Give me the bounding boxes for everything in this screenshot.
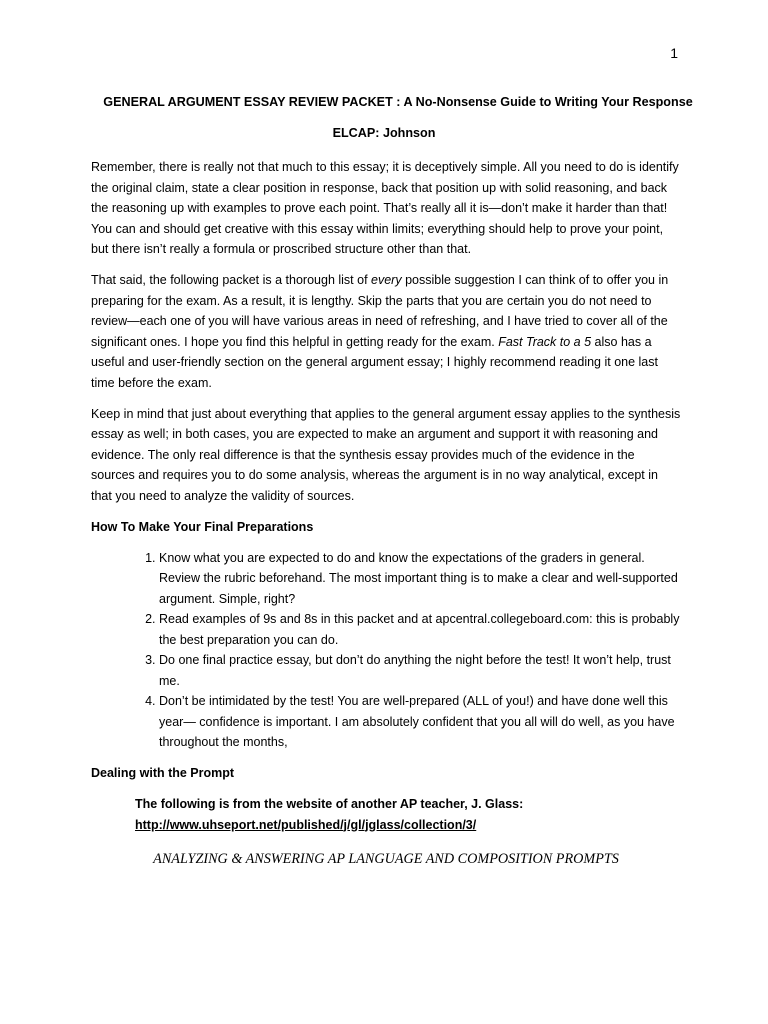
section-heading-preparations: How To Make Your Final Preparations: [91, 519, 314, 534]
document-subtitle: ELCAP: Johnson: [332, 126, 436, 140]
book-title: Fast Track to a 5: [498, 334, 592, 349]
paragraph-synthesis: Keep in mind that just about everything that applies to the general argument essay applies to the synthesis essay as well; in both cases, you are expected to make an argument and support it with reasoning and evidence. The only real difference is that the synthesis essay provides much of the evidence in the sources and requires you to do some analysis, whereas the argument is in no way analytical, except in that you need to analyze the validity of sources.: [91, 406, 681, 503]
paragraph-packet-text-a: That said, the following packet is a thorough list of: [91, 273, 372, 287]
source-link[interactable]: http://www.uhseport.net/published/j/gl/jglass/collection/3/: [135, 817, 477, 832]
list-item: 2. Read examples of 9s and 8s in this packet and at apcentral.collegeboard.com: this is probably the best preparation you can do.: [159, 609, 681, 650]
preparations-list: [91, 548, 681, 753]
document-title: GENERAL ARGUMENT ESSAY REVIEW PACKET : A No-Nonsense Guide to Writing Your Response: [103, 95, 693, 109]
page-number: 1: [670, 45, 678, 61]
paragraph-packet-text-b: possible suggestion I can think of to offer you in preparing for the exam. As a result, it is lengthy. Skip the parts that you are certain you do not need to review—each one of you will have various areas in need of refreshing, and I have tried to cover all of the significant ones. I hope you find this helpful in getting ready for the exam.: [91, 273, 669, 349]
paragraph-packet-text-c: also has a useful and user-friendly section on the general argument essay; I highly recommend reading it one last time before the exam.: [91, 334, 658, 390]
source-attribution: [91, 794, 681, 835]
emphasis-every: every: [371, 273, 402, 287]
section-heading-prompt: Dealing with the Prompt: [91, 766, 235, 780]
source-intro: The following is from the website of another AP teacher, J. Glass:: [135, 797, 524, 811]
document-body: [91, 157, 681, 880]
list-item: 1. Know what you are expected to do and know the expectations of the graders in general. Review the rubric beforehand. The most important thing is to make a clear and well-supported argument. Simple, right?: [159, 548, 681, 610]
paragraph-intro: Remember, there is really not that much to this essay; it is deceptively simple. All you need to do is identify the original claim, state a clear position in response, back that position up with solid reasoning, and back the reasoning up with examples to prove each point. That’s really all it is—don’t make it harder than that! You can and should get creative with this essay within limits; everything should help to prove your point, but there isn’t really a formula or proscribed structure other than that.: [91, 160, 679, 256]
paragraph-packet: [91, 270, 681, 393]
serif-section-heading: ANALYZING & ANSWERING AP LANGUAGE AND COMPOSITION PROMPTS: [153, 851, 619, 867]
list-item: 3. Do one final practice essay, but don’t do anything the night before the test! It won’t help, trust me.: [159, 650, 681, 691]
list-item: 4. Don’t be intimidated by the test! You are well-prepared (ALL of you!) and have done well this year— confidence is important. I am absolutely confident that you all will do well, as you have throughout the months,: [159, 691, 681, 753]
